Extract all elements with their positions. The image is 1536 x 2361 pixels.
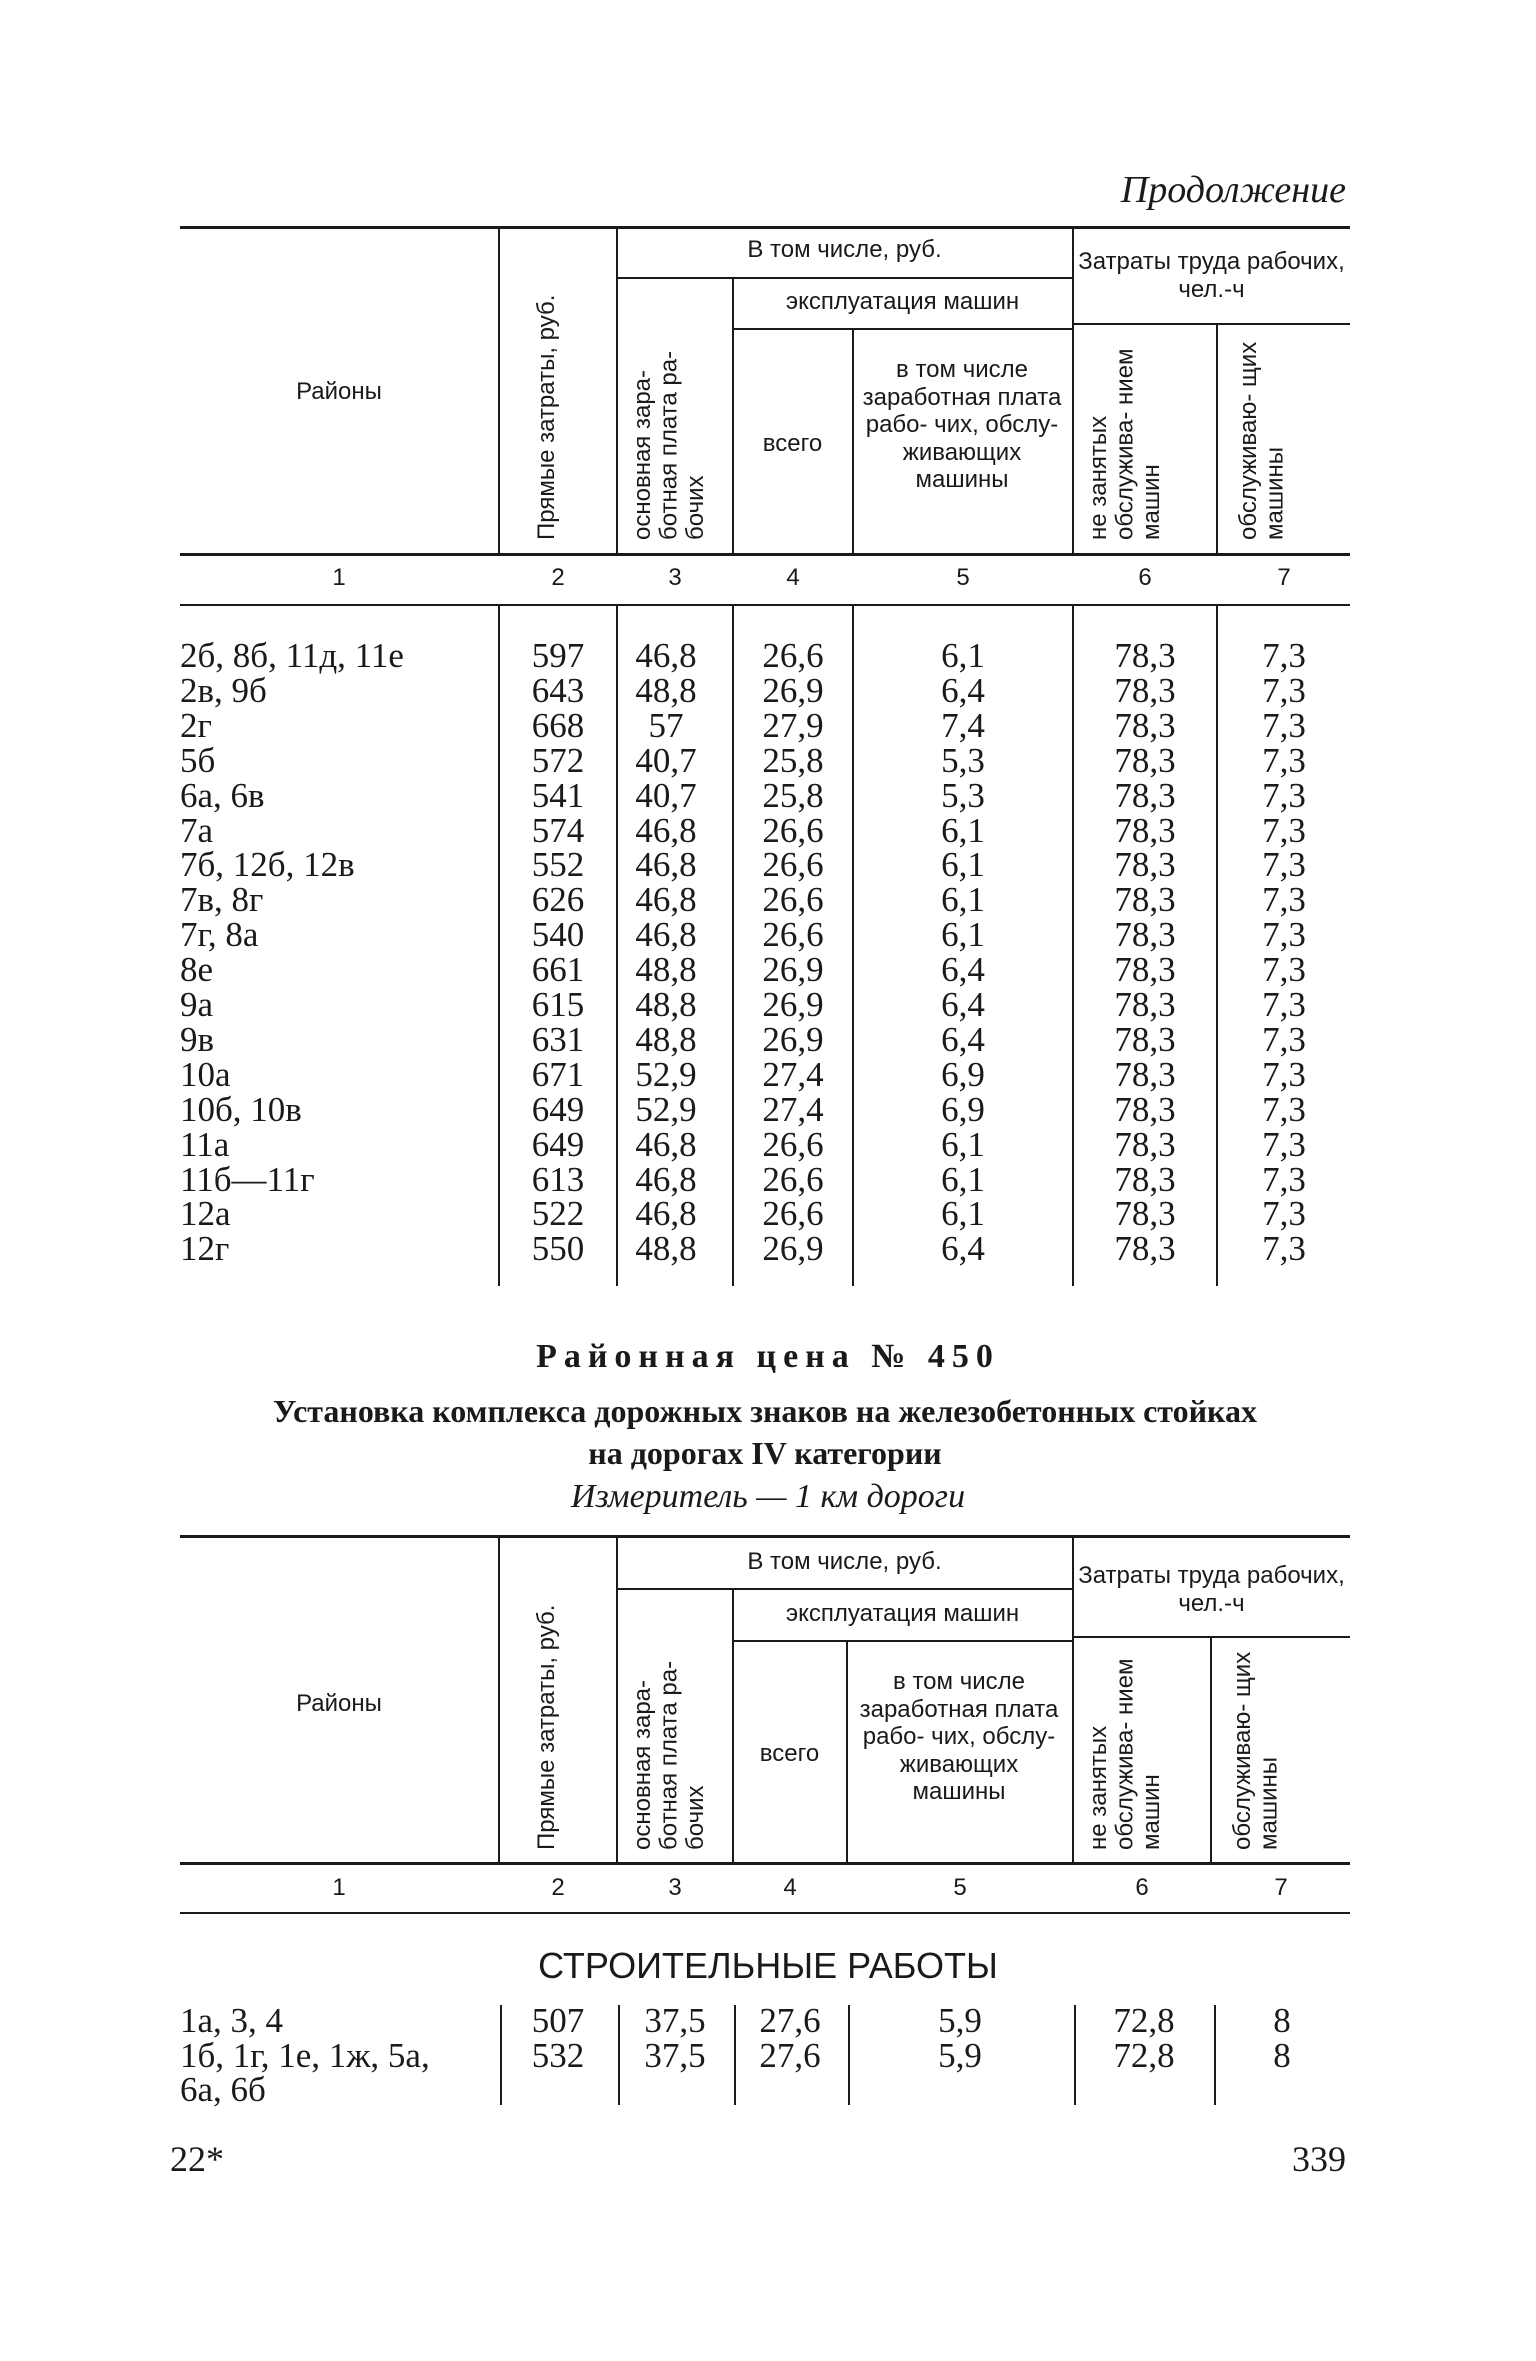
- value-cell: 52,9: [635, 1089, 697, 1129]
- rule: [616, 1537, 618, 1862]
- value-cell: 26,6: [762, 636, 824, 675]
- rule: [180, 1862, 1350, 1865]
- value-cell: 6,4: [941, 985, 985, 1024]
- value-cell: 6,4: [941, 1229, 985, 1269]
- rule: [1073, 323, 1350, 325]
- value-cell: 7,3: [1262, 1054, 1306, 1094]
- value-cell: 541: [531, 775, 585, 815]
- district-cell: 9а: [180, 985, 214, 1024]
- value-cell: 540: [531, 915, 585, 955]
- value-cell: 78,3: [1114, 915, 1176, 955]
- value-cell: 6,9: [941, 1054, 985, 1094]
- section-title: СТРОИТЕЛЬНЫЕ РАБОТЫ: [538, 1945, 998, 1986]
- district-cell: 7г, 8а: [180, 915, 259, 955]
- value-cell: 27,9: [762, 705, 824, 745]
- value-cell: 78,3: [1114, 845, 1176, 885]
- value-cell: 26,6: [762, 880, 824, 920]
- value-cell: 78,3: [1114, 1054, 1176, 1094]
- value-cell: 78,3: [1114, 880, 1176, 920]
- col-not-busy: не занятых обслужива- нием машин: [1085, 348, 1165, 540]
- value-cell: 507: [531, 2001, 585, 2040]
- col-incl-wage: в том числе заработная плата рабо- чих, обслу- живающих машины: [862, 356, 1062, 494]
- value-cell: 78,3: [1114, 705, 1176, 745]
- value-cell: 26,6: [762, 1194, 824, 1234]
- value-cell: 26,6: [762, 1159, 824, 1199]
- value-cell: 6,1: [941, 810, 985, 850]
- col-num: 4: [783, 1874, 797, 1901]
- work-title-line1: Установка комплекса дорожных знаков на железобетонных стойках: [273, 1393, 1257, 1429]
- value-cell: 7,3: [1262, 1194, 1306, 1234]
- value-cell: 48,8: [635, 1019, 697, 1059]
- value-cell: 26,6: [762, 915, 824, 955]
- value-cell: 522: [531, 1194, 585, 1234]
- value-cell: 649: [531, 1124, 585, 1164]
- value-cell: 78,3: [1114, 1229, 1176, 1269]
- rule: [180, 1535, 1350, 1538]
- value-cell: 26,6: [762, 810, 824, 850]
- value-cell: 72,8: [1113, 2001, 1175, 2040]
- value-cell: 649: [531, 1089, 585, 1129]
- district-cell: 5б: [180, 740, 216, 780]
- value-cell: 78,3: [1114, 950, 1176, 990]
- value-cell: 7,3: [1262, 985, 1306, 1024]
- value-cell: 5,3: [941, 740, 985, 780]
- value-cell: 78,3: [1114, 985, 1176, 1024]
- value-cell: 5,9: [938, 2035, 982, 2075]
- value-cell: 27,4: [762, 1054, 824, 1094]
- district-cell: 11а: [180, 1124, 230, 1164]
- value-cell: 46,8: [635, 1124, 697, 1164]
- district-cell: 7а: [180, 810, 214, 850]
- rule: [180, 604, 1350, 606]
- value-cell: 40,7: [635, 775, 697, 815]
- measure-unit: Измеритель — 1 км дороги: [570, 1478, 966, 1515]
- value-cell: 78,3: [1114, 1194, 1176, 1234]
- district-cell: 7в, 8г: [180, 880, 264, 920]
- rule: [733, 1640, 1072, 1642]
- col-num: 2: [551, 564, 565, 591]
- col-wage: основная зара- ботная плата ра- бочих: [629, 350, 709, 540]
- value-cell: 27,4: [762, 1089, 824, 1129]
- rule: [617, 1588, 1072, 1590]
- col-num: 6: [1138, 564, 1152, 591]
- value-cell: 27,6: [759, 2001, 821, 2040]
- district-cell: 10б, 10в: [180, 1089, 302, 1129]
- value-cell: 78,3: [1114, 1089, 1176, 1129]
- col-rayony: Районы: [296, 1690, 382, 1717]
- value-cell: 52,9: [635, 1054, 697, 1094]
- value-cell: 46,8: [635, 1159, 697, 1199]
- col-total: всего: [759, 1740, 820, 1767]
- value-cell: 46,8: [635, 845, 697, 885]
- value-cell: 6,1: [941, 1124, 985, 1164]
- col-not-busy: не занятых обслужива- нием машин: [1085, 1658, 1165, 1850]
- col-serving: обслуживаю- щих машины: [1235, 341, 1289, 540]
- value-cell: 661: [531, 950, 585, 990]
- value-cell: 78,3: [1114, 1124, 1176, 1164]
- value-cell: 572: [531, 740, 585, 780]
- value-cell: 46,8: [635, 810, 697, 850]
- col-wage: основная зара- ботная плата ра- бочих: [629, 1660, 709, 1850]
- price-title: Районная цена № 450: [536, 1338, 1000, 1375]
- value-cell: 532: [531, 2035, 585, 2075]
- value-cell: 26,6: [762, 1124, 824, 1164]
- value-cell: 7,3: [1262, 950, 1306, 990]
- district-cell: 2г: [180, 705, 212, 745]
- value-cell: 7,3: [1262, 1229, 1306, 1269]
- rule: [180, 553, 1350, 556]
- rule: [498, 1537, 500, 1862]
- value-cell: 671: [531, 1054, 585, 1094]
- value-cell: 25,8: [762, 740, 824, 780]
- col-total: всего: [762, 430, 823, 457]
- work-title-line2: на дорогах IV категории: [588, 1435, 942, 1471]
- rule: [180, 226, 1350, 229]
- value-cell: 78,3: [1114, 740, 1176, 780]
- value-cell: 26,9: [762, 1019, 824, 1059]
- value-cell: 6,1: [941, 1194, 985, 1234]
- value-cell: 597: [531, 636, 585, 675]
- value-cell: 25,8: [762, 775, 824, 815]
- value-cell: 550: [531, 1229, 585, 1269]
- value-cell: 78,3: [1114, 775, 1176, 815]
- rule: [1210, 1638, 1212, 1862]
- district-cell: 7б, 12б, 12в: [180, 845, 355, 885]
- value-cell: 615: [531, 985, 585, 1024]
- col-num: 3: [668, 564, 682, 591]
- value-cell: 613: [531, 1159, 585, 1199]
- value-cell: 626: [531, 880, 585, 920]
- col-num: 3: [668, 1874, 682, 1901]
- district-cell: 1а, 3, 4: [180, 2001, 284, 2040]
- value-cell: 7,3: [1262, 636, 1306, 675]
- group-machines: эксплуатация машин: [785, 288, 1020, 315]
- rule: [498, 228, 500, 553]
- value-cell: 668: [531, 705, 585, 745]
- col-num: 1: [332, 564, 346, 591]
- rule: [732, 279, 734, 553]
- district-cell: 10а: [180, 1054, 231, 1094]
- value-cell: 37,5: [644, 2035, 706, 2075]
- value-cell: 7,3: [1262, 670, 1306, 710]
- rule: [733, 328, 1072, 330]
- rule: [846, 1642, 848, 1862]
- value-cell: 8: [1273, 2001, 1291, 2040]
- value-cell: 6,9: [941, 1089, 985, 1129]
- district-cell: 6а, 6б: [180, 2070, 266, 2109]
- page-number: 339: [1292, 2139, 1346, 2179]
- value-cell: 40,7: [635, 740, 697, 780]
- rule: [1216, 325, 1218, 553]
- value-cell: 6,1: [941, 845, 985, 885]
- value-cell: 7,4: [941, 705, 985, 745]
- value-cell: 26,9: [762, 1229, 824, 1269]
- continuation-label: Продолжение: [1120, 169, 1346, 211]
- value-cell: 6,4: [941, 670, 985, 710]
- value-cell: 6,1: [941, 915, 985, 955]
- value-cell: 26,9: [762, 985, 824, 1024]
- rule: [732, 1590, 734, 1862]
- value-cell: 46,8: [635, 880, 697, 920]
- value-cell: 78,3: [1114, 1019, 1176, 1059]
- value-cell: 7,3: [1262, 705, 1306, 745]
- value-cell: 27,6: [759, 2035, 821, 2075]
- col-direct: Прямые затраты, руб.: [533, 1604, 560, 1850]
- district-cell: 9в: [180, 1019, 215, 1059]
- value-cell: 57: [648, 705, 684, 745]
- value-cell: 48,8: [635, 950, 697, 990]
- value-cell: 78,3: [1114, 810, 1176, 850]
- value-cell: 48,8: [635, 670, 697, 710]
- col-num: 7: [1277, 564, 1291, 591]
- value-cell: 37,5: [644, 2001, 706, 2040]
- group-incl: В том числе, руб.: [747, 1548, 942, 1575]
- value-cell: 72,8: [1113, 2035, 1175, 2075]
- value-cell: 7,3: [1262, 775, 1306, 815]
- district-cell: 8е: [180, 950, 214, 990]
- district-cell: 2в, 9б: [180, 670, 267, 710]
- value-cell: 7,3: [1262, 915, 1306, 955]
- value-cell: 6,1: [941, 1159, 985, 1199]
- district-cell: 2б, 8б, 11д, 11е: [180, 636, 404, 675]
- col-serving: обслуживаю- щих машины: [1229, 1651, 1283, 1850]
- value-cell: 7,3: [1262, 1089, 1306, 1129]
- value-cell: 7,3: [1262, 740, 1306, 780]
- value-cell: 6,1: [941, 880, 985, 920]
- col-num: 1: [332, 1874, 346, 1901]
- value-cell: 7,3: [1262, 1019, 1306, 1059]
- value-cell: 78,3: [1114, 636, 1176, 675]
- col-num: 7: [1274, 1874, 1288, 1901]
- rule: [852, 330, 854, 553]
- value-cell: 7,3: [1262, 810, 1306, 850]
- value-cell: 48,8: [635, 985, 697, 1024]
- col-num: 5: [956, 564, 970, 591]
- col-num: 5: [953, 1874, 967, 1901]
- value-cell: 8: [1273, 2035, 1291, 2075]
- district-cell: 11б—11г: [180, 1159, 315, 1199]
- rule: [617, 277, 1072, 279]
- value-cell: 7,3: [1262, 1159, 1306, 1199]
- value-cell: 26,9: [762, 670, 824, 710]
- col-direct: Прямые затраты, руб.: [533, 294, 560, 540]
- value-cell: 6,4: [941, 950, 985, 990]
- value-cell: 552: [531, 845, 585, 885]
- group-machines: эксплуатация машин: [785, 1600, 1020, 1627]
- value-cell: 7,3: [1262, 880, 1306, 920]
- col-num: 4: [786, 564, 800, 591]
- value-cell: 7,3: [1262, 845, 1306, 885]
- value-cell: 7,3: [1262, 1124, 1306, 1164]
- value-cell: 46,8: [635, 915, 697, 955]
- value-cell: 631: [531, 1019, 585, 1059]
- value-cell: 26,6: [762, 845, 824, 885]
- col-num: 2: [551, 1874, 565, 1901]
- value-cell: 6,4: [941, 1019, 985, 1059]
- value-cell: 46,8: [635, 1194, 697, 1234]
- district-cell: 6а, 6в: [180, 775, 265, 815]
- value-cell: 26,9: [762, 950, 824, 990]
- work-title: [180, 1390, 1350, 1474]
- col-incl-wage: в том числе заработная плата рабо- чих, обслу- живающих машины: [859, 1668, 1059, 1806]
- value-cell: 78,3: [1114, 1159, 1176, 1199]
- district-cell: 1б, 1г, 1е, 1ж, 5а,: [180, 2035, 430, 2075]
- value-cell: 5,3: [941, 775, 985, 815]
- value-cell: 5,9: [938, 2001, 982, 2040]
- value-cell: 46,8: [635, 636, 697, 675]
- group-labor: Затраты труда рабочих, чел.-ч: [1078, 1562, 1345, 1617]
- district-cell: 12а: [180, 1194, 231, 1234]
- group-labor: Затраты труда рабочих, чел.-ч: [1078, 248, 1345, 303]
- group-incl: В том числе, руб.: [747, 236, 942, 263]
- value-cell: 48,8: [635, 1229, 697, 1269]
- value-cell: 78,3: [1114, 670, 1176, 710]
- signature-mark: 22*: [170, 2139, 224, 2179]
- rule: [180, 1912, 1350, 1914]
- district-cell: 12г: [180, 1229, 230, 1269]
- col-rayony: Районы: [296, 378, 382, 405]
- value-cell: 574: [531, 810, 585, 850]
- value-cell: 643: [531, 670, 585, 710]
- col-num: 6: [1135, 1874, 1149, 1901]
- value-cell: 6,1: [941, 636, 985, 675]
